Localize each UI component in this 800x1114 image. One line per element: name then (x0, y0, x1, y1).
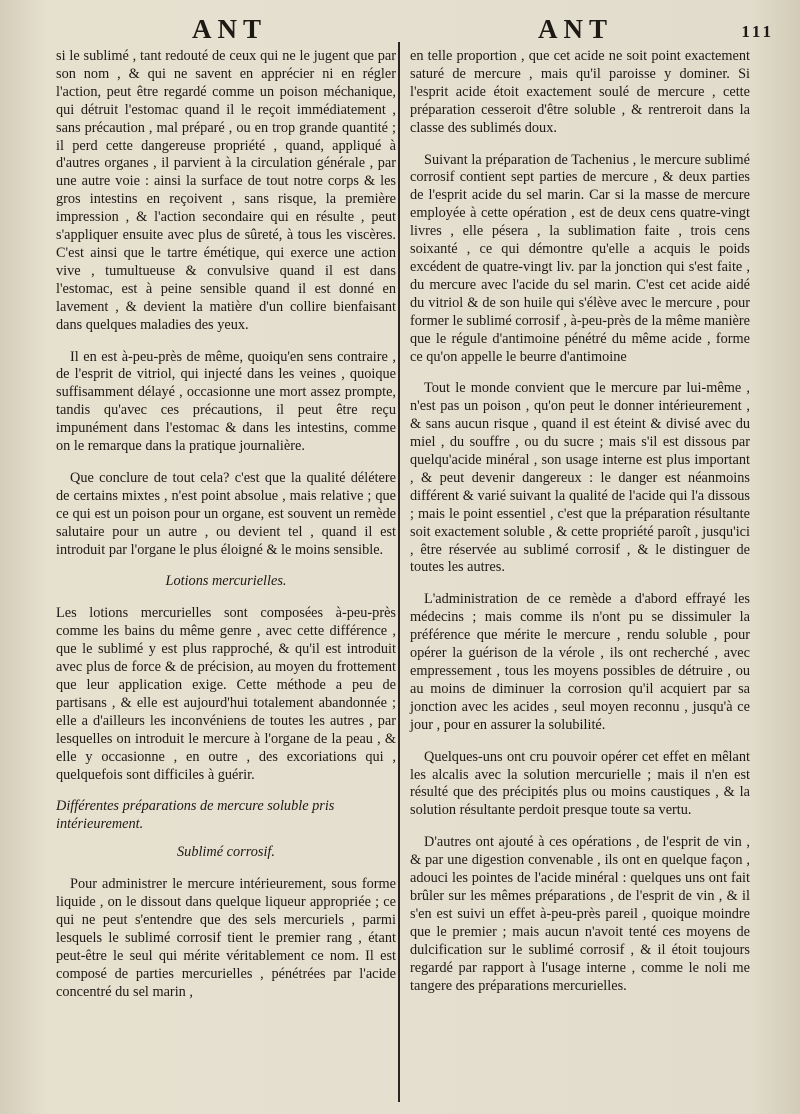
paragraph: en telle proportion , que cet acide ne soit point exactement saturé de mercure , mais qu'il paroisse y dominer. Si l'esprit acide étoit exactement soulé de mercure , cette préparation cesseroit d'être soluble , & rentreroit dans la classe des sublimés doux. (410, 48, 750, 136)
paragraph: Les lotions mercurielles sont composées à-peu-près comme les bains du même genre , avec cette différence , que le sublimé y est plus rapproché, & qu'il est introduit avec plus de force & de précision, au moyen du frottement que leur application exige. Cette méthode a peu de partisans , & elle est aujourd'hui totalement abandonnée ; elle a d'ailleurs les inconvéniens de toutes les autres , par lesquelles on introduit le mercure à l'organe de la peau , & elle y occasionne , en outre , des excoriations qui , quelquefois sont difficiles à guérir. (56, 605, 396, 783)
header-word-left: ANT (192, 14, 268, 44)
paragraph: Pour administrer le mercure intérieurement, sous forme liquide , on le dissout dans quelque liqueur appropriée ; ce qui ne peut s'entendre que des sels mercuriels , parmi lesquels le sublimé corrosif tient le premier rang , étant peut-être le seul qui mérite véritablement ce nom. Il est composé de parties mercurielles , pénétrées par l'acide concentré du sel marin , (56, 876, 396, 1000)
paragraph: si le sublimé , tant redouté de ceux qui ne le jugent que par son nom , & qui ne savent en apprécier ni en régler l'action, peut être regardé comme un poison méchanique, qui détruit l'estomac quand il le reçoit immédiatement , sans précaution , mal préparé , ou en trop grande quantité ; il perd cette dangereuse propriété , quand, appliqué à d'autres organes , il parvient à la circulation générale , par une autre voie : ainsi la surface de tout notre corps & les gros intestins en reçoivent , sans risque, la première impression , & l'action secondaire qui en résulte , peut s'appliquer ensuite avec plus de sûreté, à tous les viscères. C'est ainsi que le tartre émétique, qui exerce une action vive , tumultueuse & convulsive quand il est dans l'estomac, est à peine sensible quand il est donné en lavement , & devient la matière d'un collire bienfaisant dans quelques maladies des yeux. (56, 48, 396, 333)
paragraph: Que conclure de tout cela? c'est que la qualité délétere de certains mixtes , n'est point absolue , mais relative ; que ce qui est un poison pour un organe, est souvent un remède salutaire pour un autre , ou devient tel , quand il est introduit par l'organe le plus éloigné & le moins sensible. (56, 469, 396, 558)
paragraph: Suivant la préparation de Tachenius , le mercure sublimé corrosif contient sept parties de mercure , & deux parties de l'esprit acide du sel marin. Car si la masse de mercure employée à cette opération , est de deux cens quatre-vingt livres , elle pésera , la sublimation faite , trois cens soixanté , ce qui démontre qu'elle a acquis le poids excédent de quatre-vingt liv. par la jonction qui s'est faite , du mercure avec l'acide du sel marin. C'est cet acide aidé du vitriol & de son huile qui s'élève avec le mercure , pour former le sublimé corrosif , à-peu-près de la même manière que le régule d'antimoine pénétré du même acide , forme ce qu'on appelle le beurre d'antimoine (410, 151, 750, 365)
running-header (0, 14, 800, 48)
header-word-right: ANT (538, 14, 614, 44)
paragraph: Tout le monde convient que le mercure par lui-même , n'est pas un poison , qu'on peut le donner intérieurement , & sans aucun risque , quand il est éteint & divisé avec du miel , du souffre , ou du sucre ; mais s'il est dissous par quelqu'acide minéral , son usage interne est plus important , & peut devenir dangereux : le danger est néanmoins différent & varié suivant la qualité de l'acide qui l'a dissous ; mais le point essentiel , c'est que la préparation résultante soit exactement soluble , & cette propriété paroît , jusqu'ici , être réservée au sublimé corrosif , & le distinguer de toutes les autres. (410, 380, 750, 576)
paragraph: D'autres ont ajouté à ces opérations , de l'esprit de vin , & par une digestion convenable , ils ont en quelque façon , adouci les pointes de l'acide minéral : quelques uns ont fait brûler sur les mêmes préparations , de l'esprit de vin , & il s'en est suivi un effet à-peu-près pareil , quoique moindre que le premier ; mais aucun n'avoit tenté ces moyens de dulcification sur le sublimé corrosif , & il étoit toujours regardé par rapport à l'usage interne , comme le noli me tangere des préparations mercurielles. (410, 834, 750, 994)
right-column (410, 48, 750, 1009)
paragraph: Il en est à-peu-près de même, quoiqu'en sens contraire , de l'esprit de vitriol, qui injecté dans les veines , quoique suffisamment délayé , occasionne une mort assez prompte, tandis qu'avec ces précautions, il peut être reçu impunément dans l'estomac & dans les intestins, comme on le remarque dans la pratique journalière. (56, 348, 396, 455)
paragraph: L'administration de ce remède a d'abord effrayé les médecins ; mais comme ils n'ont pu se dissimuler la préférence que mérite le mercure , rendu soluble , pour opérer la guérison de la vérole , ils ont recherché , avec empressement , tous les moyens possibles de détruire , ou au moins de diminuer la corrosion qu'il acquiert par sa jonction avec les acides , seul moyen reconnu , jusqu'à ce jour , pour en assurer la solubilité. (410, 591, 750, 733)
paragraph: Quelques-uns ont cru pouvoir opérer cet effet en mêlant les alcalis avec la solution mercurielle ; mais il n'en est résulté que des précipités plus ou moins caustiques , & la solution résultante perdoit presque toute sa vertu. (410, 748, 750, 819)
left-column (56, 48, 396, 1016)
subsection-heading: Sublimé corrosif. (177, 844, 275, 861)
column-divider (398, 42, 400, 1102)
section-heading: Lotions mercurielles. (165, 573, 287, 590)
page-number: 111 (741, 22, 774, 41)
section-heading: Différentes préparations de mercure soluble pris intérieurement. (56, 798, 335, 833)
